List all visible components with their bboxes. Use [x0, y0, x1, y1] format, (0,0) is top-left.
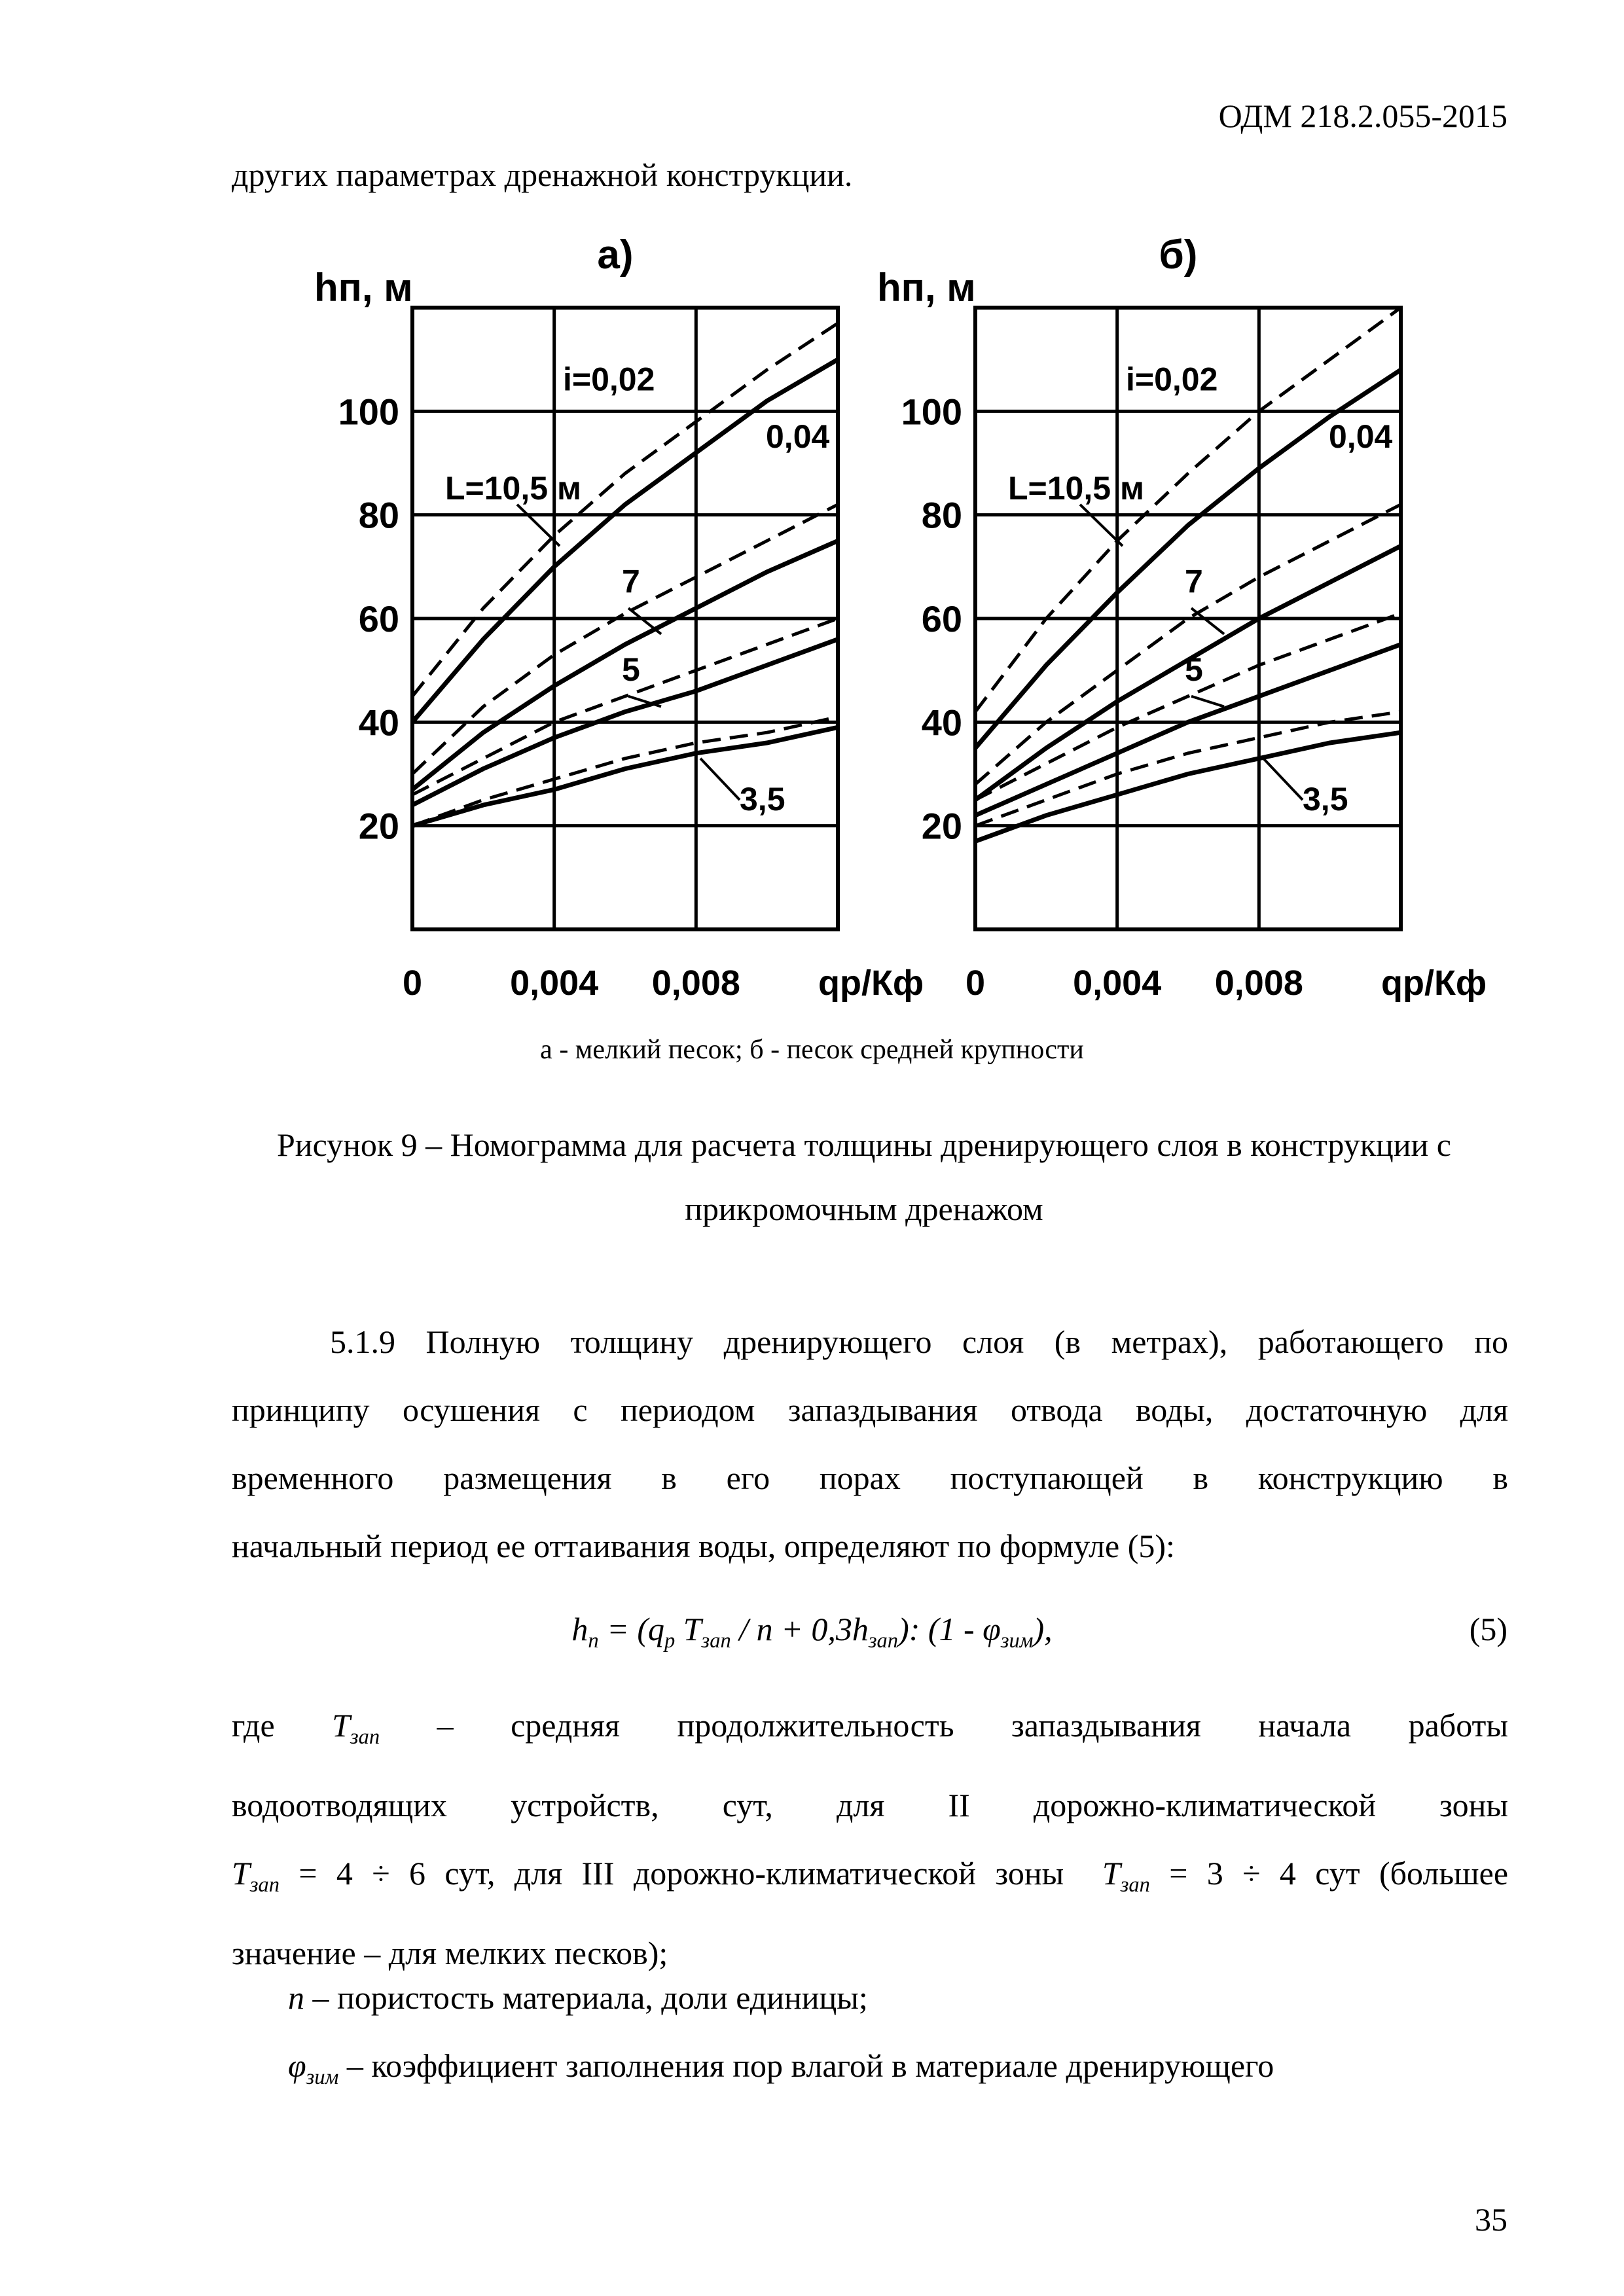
figure-subcaption: а - мелкий песок; б - песок средней крупности [540, 1035, 1084, 1065]
y-tick-label: 60 [921, 598, 962, 639]
label-i-slope-2: 0,04 [766, 418, 830, 455]
y-tick-label: 80 [921, 494, 962, 536]
leader-line [1191, 608, 1224, 634]
label-L-7: 7 [1185, 563, 1203, 600]
label-i-slope: i=0,02 [563, 361, 655, 398]
y-tick-label: 20 [921, 805, 962, 847]
chart-b [877, 232, 1487, 1003]
y-tick-label: 100 [901, 391, 962, 433]
label-L-7: 7 [622, 563, 640, 600]
para-line: временного размещения в его порах поступающей в конструкцию в [232, 1460, 1508, 1496]
label-drain-length: L=10,5 м [1008, 469, 1144, 507]
chart-a [314, 232, 924, 1003]
nomogram-figure [288, 223, 1487, 1047]
y-tick-label: 80 [358, 494, 399, 536]
para-line: начальный период ее оттаивания воды, определяют по формуле (5): [232, 1528, 1175, 1564]
y-tick-label: 20 [358, 805, 399, 847]
para-line: 5.1.9 Полную толщину дренирующего слоя (в метрах), работающего по [330, 1323, 1508, 1360]
label-i-slope: i=0,02 [1126, 361, 1218, 398]
leader-line [700, 759, 740, 800]
where-line: водоотводящих устройств, сут, для II дорожно-климатической зоны [232, 1787, 1508, 1823]
x-axis-label: qр/Кф [818, 963, 924, 1003]
x-axis-label: qр/Кф [1381, 963, 1487, 1003]
label-L-3-5: 3,5 [1303, 780, 1348, 817]
leader-line [628, 608, 661, 634]
where-line: $T_{зап} = 4 \div 6$ сут, для III дорожно-климатической зоны $T_{зап} = 3 \div 4$ сут (большее [232, 1855, 1509, 1897]
leader-line [1263, 759, 1303, 800]
y-tick-label: 40 [921, 702, 962, 744]
x-tick-label: 0,004 [510, 963, 599, 1003]
formula-5: $h_п = (q_р$ $T_{зап} / n + 0,3h_{зап}$): $(1 - \varphi_{зим})$, [571, 1611, 1053, 1653]
paragraph-5-1-9 [232, 1308, 1508, 1580]
series-line [412, 505, 838, 774]
n-definition: n – пористость материала, доли единицы; [288, 1979, 868, 2016]
label-drain-length: L=10,5 м [445, 469, 581, 507]
y-tick-label: 60 [358, 598, 399, 639]
intro-text: других параметрах дренажной конструкции. [232, 156, 853, 193]
x-tick-label: 0 [965, 963, 986, 1003]
x-tick-label: 0,004 [1073, 963, 1162, 1003]
figure-caption: Рисунок 9 – Номограмма для расчета толщины дренирующего слоя в конструкции с прикромочным дренажом [277, 1126, 1451, 1227]
y-axis-label: hп, м [877, 266, 976, 310]
chart-letter: б) [1159, 232, 1198, 278]
y-axis-label: hп, м [314, 266, 413, 310]
page-number: 35 [1475, 2201, 1507, 2238]
y-tick-label: 100 [338, 391, 399, 433]
leader-line [1191, 696, 1224, 707]
y-tick-label: 40 [358, 702, 399, 744]
formula-number: (5) [1469, 1611, 1507, 1647]
phi-definition: $\varphi_{зим}$ – коэффициент заполнения пор влагой в материале дренирующего [288, 2047, 1274, 2089]
document-code: ОДМ 218.2.055-2015 [1218, 98, 1507, 134]
where-line: где $T_{зап}$ – средняя продолжительность запаздывания начала работы [232, 1707, 1508, 1749]
label-L-3-5: 3,5 [740, 780, 785, 817]
label-L-5: 5 [622, 651, 640, 688]
x-tick-label: 0 [402, 963, 423, 1003]
where-line: значение – для мелких песков); [232, 1935, 668, 1971]
para-line: принципу осушения с периодом запаздывания отвода воды, достаточную для [232, 1391, 1508, 1428]
x-tick-label: 0,008 [651, 963, 740, 1003]
label-L-5: 5 [1185, 651, 1203, 688]
chart-letter: а) [597, 232, 634, 278]
label-i-slope-2: 0,04 [1329, 418, 1393, 455]
where-definitions [232, 1691, 1508, 1987]
x-tick-label: 0,008 [1214, 963, 1303, 1003]
